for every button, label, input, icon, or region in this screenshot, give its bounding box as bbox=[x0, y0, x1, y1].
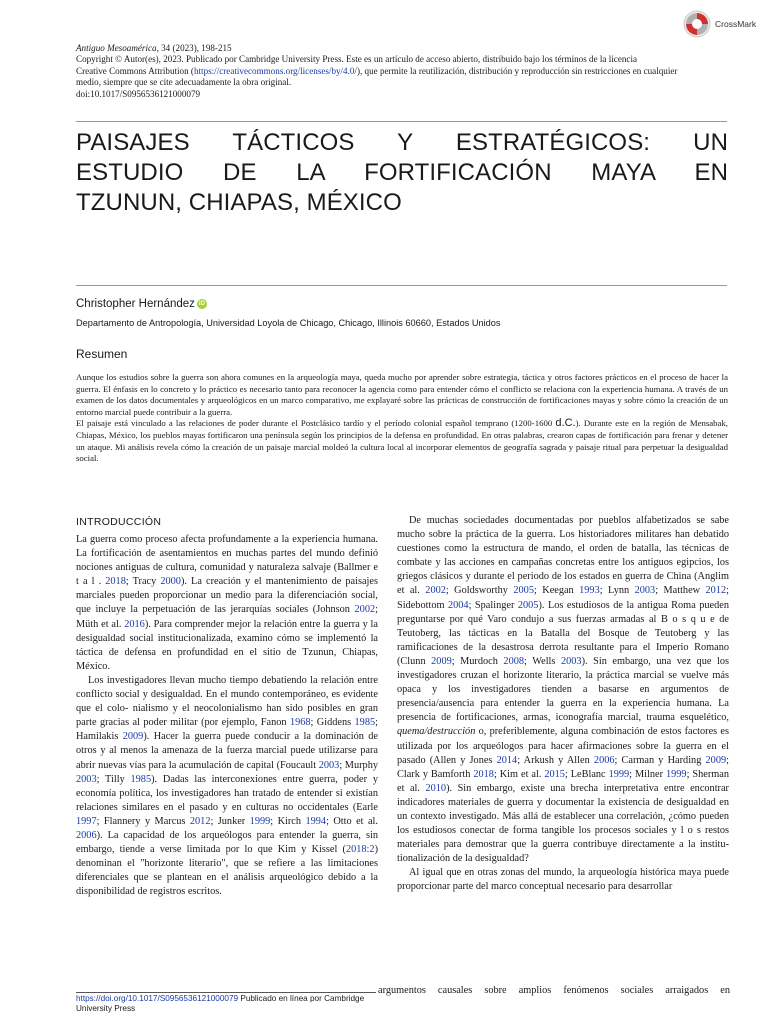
license-link[interactable]: https://creativecommons.org/licenses/by/4.0/ bbox=[193, 65, 357, 76]
abstract-text: El paisaje está vinculado a las relaciones de poder durante el Postclásico tardío y el período colonial español temprano (1200-1600 bbox=[76, 418, 556, 429]
footer-divider bbox=[76, 992, 376, 993]
body-text: ; Carman y Harding bbox=[614, 754, 706, 766]
citation-link[interactable]: 2003 bbox=[318, 759, 340, 771]
license-line-2 bbox=[76, 66, 736, 77]
citation-link[interactable]: 1999 bbox=[665, 768, 687, 780]
body-text: Los investigadores llevan mucho tiempo debatiendo la relación entre conflicto social y desigualdad. En el mundo contemporáneo, es evidente que el colo- nialismo y el neocolonialismo han sido posibles en gran parte gracias al poder militar (por ejemplo, Fanon bbox=[76, 674, 378, 729]
citation-link[interactable]: 1985 bbox=[130, 773, 152, 785]
body-text: ; Flannery y Marcus bbox=[96, 815, 190, 827]
orcid-icon[interactable]: iD bbox=[198, 301, 205, 307]
affiliation: Departamento de Antropología, Universidad Loyola de Chicago, Chicago, Illinois 60660, Estados Unidos bbox=[76, 318, 501, 328]
footer bbox=[76, 994, 366, 1014]
column-left bbox=[76, 533, 378, 899]
article-title bbox=[76, 128, 728, 218]
citation-link[interactable]: 2008 bbox=[503, 655, 525, 667]
body-text: ; Matthew bbox=[655, 585, 706, 597]
citation-link[interactable]: 2015 bbox=[544, 768, 565, 780]
intro-paragraph-4: Al igual que en otras zonas del mundo, la arqueología histórica maya puede proporcionar parte del marco conceptual necesario para desarrollar bbox=[397, 867, 729, 893]
section-heading-introduction: INTRODUCCIÓN bbox=[76, 516, 162, 528]
citation-link[interactable]: 2018:2 bbox=[345, 844, 375, 856]
body-text: ). La creación y el mantenimiento de paisajes marciales pueden proporcionar un medio para la diferenciación social, que incluye la perpetuación de las jerarquías sociales (Johnson bbox=[76, 576, 378, 616]
title-line-1: PAISAJES TÁCTICOS Y ESTRATÉGICOS: UN bbox=[76, 129, 728, 156]
author bbox=[76, 298, 207, 310]
intro-paragraph-1 bbox=[76, 533, 378, 674]
citation-link[interactable]: 2009 bbox=[122, 731, 144, 743]
body-text: o, preferiblemente, alguna combinación de estos factores es utilizada por los arqueólogos para hacer afirmaciones sobre la guerra en el pasado (Allen y Jones bbox=[397, 726, 729, 766]
abstract-paragraph-2 bbox=[76, 418, 728, 464]
volume-pages: , 34 (2023), 198-215 bbox=[156, 43, 232, 53]
body-text: ). Hacer la guerra puede conducir a la dominación de otros y al menos la amenaza de la fuerza marcial puede utilizarse para abrir nuevas vías para la acumulación de capital (Foucault bbox=[76, 731, 378, 771]
citation-link[interactable]: 2003 bbox=[560, 655, 582, 667]
body-text: ; Arkush y Allen bbox=[517, 754, 594, 766]
citation-link[interactable]: 1985 bbox=[354, 717, 376, 729]
crossmark-badge[interactable] bbox=[683, 10, 756, 38]
citation-link[interactable]: 2006 bbox=[76, 829, 97, 841]
citation-link[interactable]: 2010 bbox=[425, 782, 447, 794]
body-text: ). Sin embargo, una vez que los investigadores cruzan el horizonte literario, la práctica marcial se vuelve más opaca y los investigadores tienden a basarse en argumentos de presencia/ausencia para entender la guerra en la experiencia humana. La presencia de fortificaciones, armas, iconografía marcial, trauma esquelético, bbox=[397, 655, 729, 724]
journal-citation bbox=[76, 43, 736, 54]
body-text: ; Kim et al. bbox=[493, 768, 545, 780]
body-text: ; Sidebottom bbox=[397, 585, 729, 611]
body-text: ; Müth et al. bbox=[76, 604, 378, 630]
license-line-1: Copyright © Autor(es), 2023. Publicado por Cambridge University Press. Este es un artículo de acceso abierto, distribuido bajo los términos de la licencia bbox=[76, 54, 638, 65]
license-text-cont: ), que permite la reutilización, distribución y reproducción sin restricciones en cualquier bbox=[356, 65, 678, 76]
body-text: ; Sherman et al. bbox=[397, 768, 729, 794]
crossmark-icon bbox=[683, 10, 711, 38]
body-text: ; Hamilakis bbox=[76, 717, 378, 743]
body-text: ; Giddens bbox=[310, 717, 355, 729]
citation-link[interactable]: 2005 bbox=[517, 599, 539, 611]
crossmark-label: CrossMark bbox=[715, 19, 757, 29]
footer-doi-link[interactable]: https://doi.org/10.1017/S0956536121000079 bbox=[76, 994, 239, 1003]
citation-link[interactable]: 2014 bbox=[496, 754, 518, 766]
body-text: ; Kirch bbox=[270, 815, 306, 827]
body-text: ). Dadas las interconexiones entre guerra, poder y economía política, los investigadores han tratado de entender si existían relaciones similares en el pasado y en culturas no occidentales (Earle bbox=[76, 773, 378, 813]
body-text: ; Wells bbox=[524, 655, 561, 667]
body-text: De muchas sociedades documentadas por pueblos alfabetizados se sabe mucho sobre la práctica de la guerra. Los historiadores militares han debatido cuestiones como la estructura de mando, el orden de batalla, las técnicas de combate y las acciones en campañas concretas entre los antiguos egipcios, los griegos clásicos y durante el periodo de los estados en guerra de China (Anglim et al. bbox=[397, 515, 729, 597]
body-text: ; Milner bbox=[629, 768, 666, 780]
title-divider bbox=[76, 285, 727, 286]
body-text: ). La capacidad de los arqueólogos para entender la guerra, sin embargo, tiende a verse limitada por lo que Kim y Kissel ( bbox=[76, 829, 378, 856]
column-right bbox=[397, 514, 729, 895]
citation-link[interactable]: 2006 bbox=[593, 754, 615, 766]
body-text: ). Sin embargo, existe una brecha interpretativa entre encontrar indicadores materiales de guerra y documentar la existencia de desigualdad en un contexto investigado. Más allá de establecer una correlación, ¿cómo pueden los estudiosos conectar de forma tangible los procesos sociales y l o s restos materiales para demostrar que la guerra contribuye directamente a la institu- tionalización de la desigualdad? bbox=[397, 782, 729, 865]
abstract-heading: Resumen bbox=[76, 347, 128, 361]
citation-link[interactable]: 2002 bbox=[354, 604, 376, 616]
abstract-paragraph-1: Aunque los estudios sobre la guerra son ahora comunes en la arqueología maya, queda mucho por aprender sobre estrategia, táctica y otros factores prácticos en el proceso de hacer la guerra. El énfasis en lo concreto y lo práctico es necesario tanto para reconocer la agencia como para entender cómo el conflicto se relaciona con la experiencia humana. A través de un examen de los datos documentales y arqueológicos en un marco comparativo, me explayaré sobre las prácticas de construcción de fortificaciones mayas y sobre cómo la creación de un entorno marcial puede contribuir a la guerra. bbox=[76, 372, 728, 417]
citation-link[interactable]: 1999 bbox=[608, 768, 630, 780]
citation-link[interactable]: 2009 bbox=[431, 655, 452, 667]
citation-link[interactable]: 2005 bbox=[513, 585, 534, 597]
era-label: d.C. bbox=[555, 417, 576, 430]
body-text: ). Para comprender mejor la relación entre la guerra y la desigualdad social institucionalizada, examino cómo se implementó la táctica de defensa en profundidad en el sitio de Tzunun, Chiapas, México. bbox=[76, 618, 378, 672]
citation-link[interactable]: 2012 bbox=[189, 815, 211, 827]
body-text: ; Junker bbox=[210, 815, 250, 827]
body-text: La guerra como proceso afecta profundamente a la experiencia humana. La fortificación de asentamientos en muchas partes del mundo definió nociones antiguas de cultura, comunidad y naturaleza salvaje (Ballmer e t a l . bbox=[76, 534, 378, 588]
body-text: ; Murphy bbox=[339, 759, 378, 771]
body-text: ; Clark y Bamforth bbox=[397, 754, 729, 780]
citation-link[interactable]: 1993 bbox=[579, 585, 600, 597]
abstract bbox=[76, 372, 728, 465]
body-text: ; Lynn bbox=[599, 585, 635, 597]
citation-link[interactable]: 2003 bbox=[76, 773, 97, 785]
citation-link[interactable]: 2012 bbox=[705, 585, 727, 597]
body-text: ; Otto et al. bbox=[326, 815, 378, 827]
title-line-3: TZUNUN, CHIAPAS, MÉXICO bbox=[76, 189, 402, 216]
citation-link[interactable]: 1968 bbox=[289, 717, 311, 729]
license-line-3: medio, siempre que se cite adecuadamente la obra original. bbox=[76, 77, 292, 88]
citation-link[interactable]: 2003 bbox=[634, 585, 656, 597]
license-text: Creative Commons Attribution ( bbox=[76, 65, 194, 76]
author-name[interactable]: Christopher Hernández bbox=[76, 298, 195, 310]
article-header bbox=[76, 43, 736, 100]
journal-name: Antiguo Mesoamérica bbox=[76, 43, 157, 53]
citation-link[interactable]: 1999 bbox=[249, 815, 271, 827]
body-text: ; Keegan bbox=[533, 585, 580, 597]
italic-term: quema/destrucción bbox=[397, 726, 476, 738]
footer-published: Publicado en línea por Cambridge University Press bbox=[76, 994, 365, 1013]
citation-link[interactable]: 1994 bbox=[305, 815, 327, 827]
title-line-2: ESTUDIO DE LA FORTIFICACIÓN MAYA EN bbox=[76, 159, 728, 186]
doi: doi:10.1017/S0956536121000079 bbox=[76, 88, 201, 99]
abstract-text-cont: ). Durante este en la región de Mensabak, Chiapas, México, los pueblos mayas fortificaron una península según los principios de la defensa en profundidad. En otras palabras, crearon capas de fortificación para frenar y detener un ataque. Mi análisis revela cómo la creación de un paisaje marcial moldeó la cultura local al incorporar elementos de geografía sagrada y paisaje ritual para perpetuar la desigualdad social. bbox=[76, 418, 728, 464]
citation-link[interactable]: 1997 bbox=[76, 815, 97, 827]
body-text: ; Tilly bbox=[96, 773, 131, 785]
header-divider bbox=[76, 121, 727, 122]
body-text: ; Spalinger bbox=[468, 599, 518, 611]
citation-link[interactable]: 2004 bbox=[447, 599, 469, 611]
body-text: ) denominan el "horizonte literario", que se refiere a las limitaciones diferenciales que se plantean en el análisis arqueológico debido a la disponibilidad de registros escritos. bbox=[76, 844, 378, 898]
citation-link[interactable]: 2000 bbox=[160, 576, 181, 588]
body-text: ). Los estudiosos de la antigua Roma pueden preguntarse por qué Varo condujo a sus fuerzas armadas al B o s q u e de Teutoberg, las tácticas en la Batalla del Bosque de Teutoberg y las ramificaciones de la desastrosa derrota resultante para el Imperio Romano (Clunn bbox=[397, 599, 729, 667]
citation-link[interactable]: 2009 bbox=[705, 754, 727, 766]
intro-paragraph-2 bbox=[76, 674, 378, 900]
citation-link[interactable]: 2002 bbox=[425, 585, 446, 597]
column-continuation: argumentos causales sobre amplios fenómenos sociales arraigados en bbox=[378, 985, 730, 996]
citation-link[interactable]: 2016 bbox=[124, 618, 145, 630]
body-text: ; Goldsworthy bbox=[445, 585, 514, 597]
citation-link[interactable]: 2018 bbox=[105, 576, 126, 588]
intro-paragraph-3 bbox=[397, 514, 729, 866]
body-text: ; LeBlanc bbox=[564, 768, 609, 780]
citation-link[interactable]: 2018 bbox=[473, 768, 494, 780]
body-text: ; Murdoch bbox=[451, 655, 504, 667]
body-text: ; Tracy bbox=[125, 576, 161, 588]
